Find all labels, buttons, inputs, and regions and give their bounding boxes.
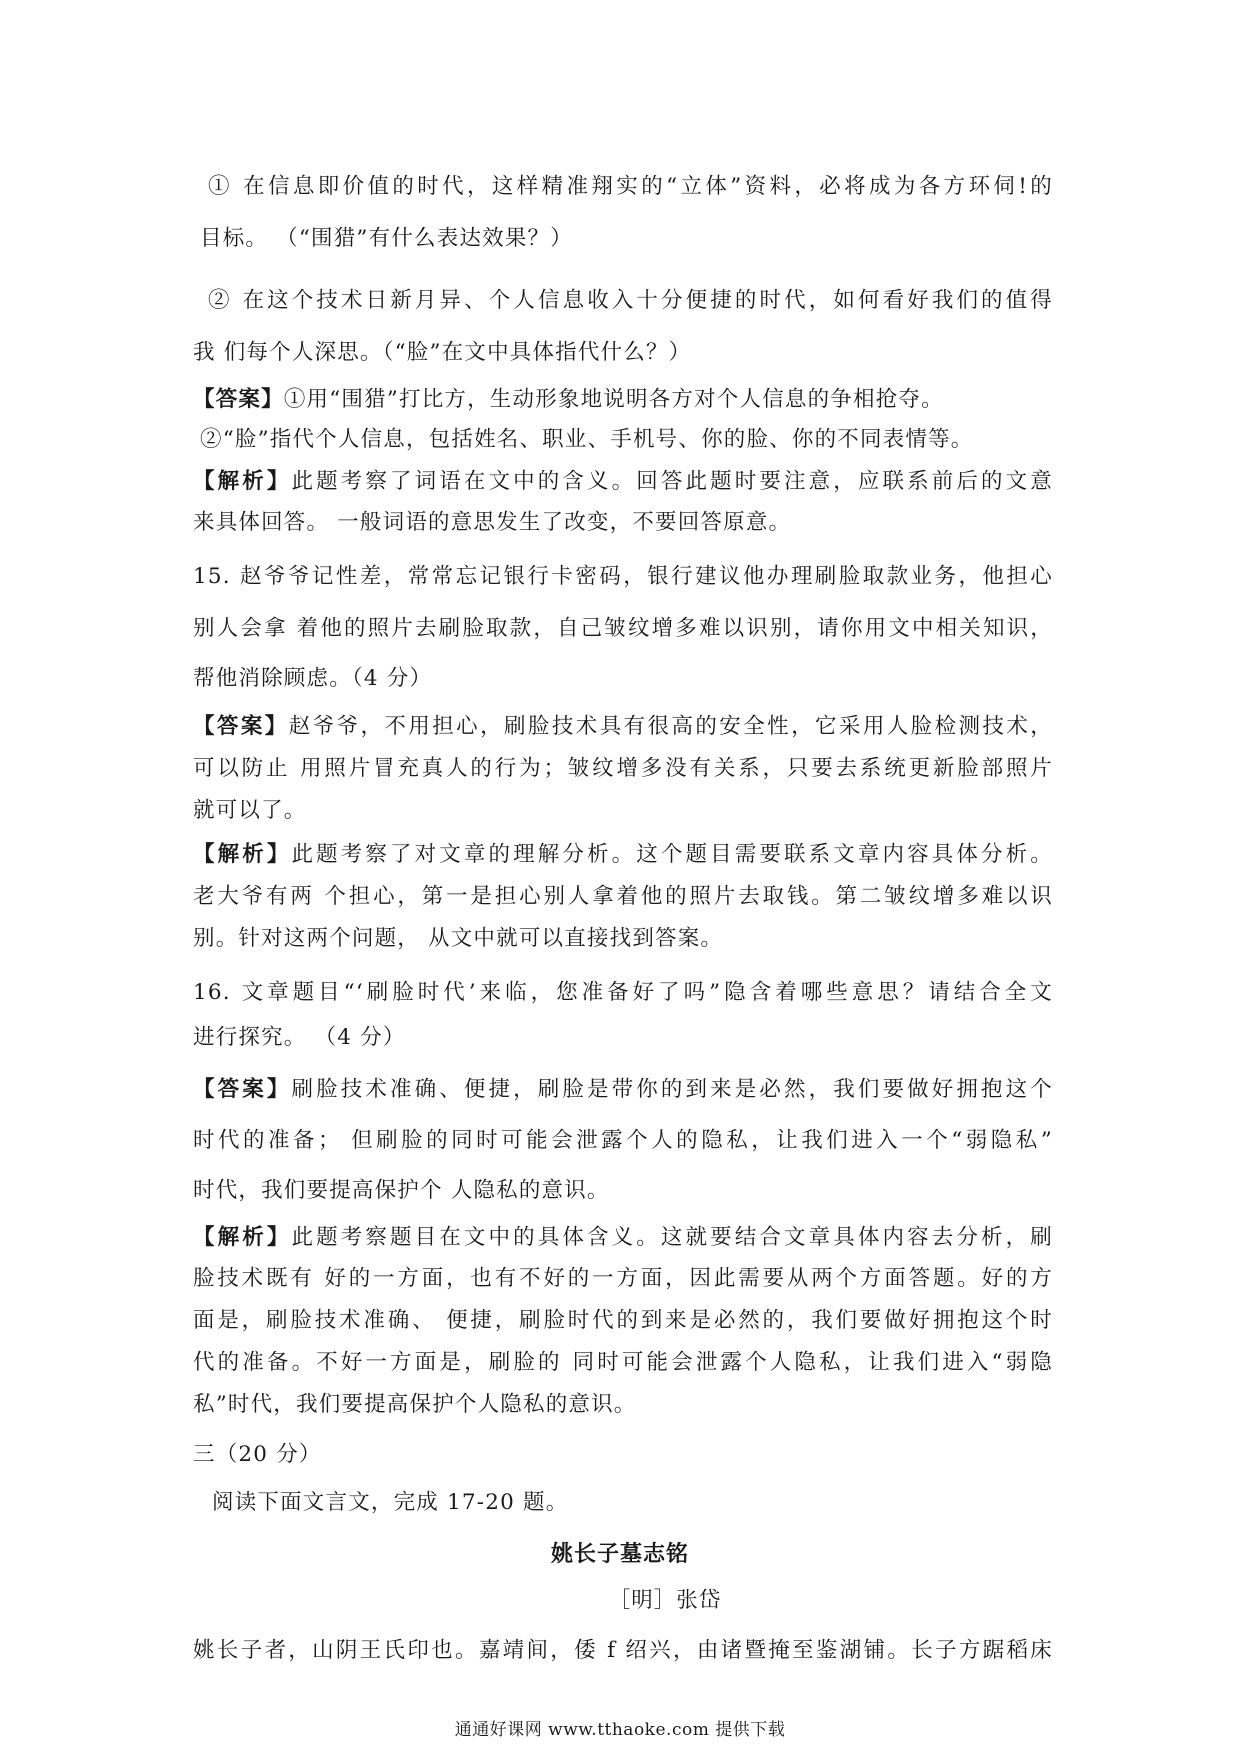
q15-analysis-line1	[193, 840, 1053, 870]
q14-analysis-text1: 此题考察了词语在文中的含义。回答此题时要注意，应联系前后的文意	[291, 469, 1053, 494]
q16-answer-line1	[193, 1075, 1053, 1105]
poem-title: 姚长子墓志铭	[550, 1541, 689, 1567]
poem-author: ［明］张岱	[608, 1588, 722, 1613]
q15-analysis-line3: 别。针对这两个问题， 从文中就可以直接找到答案。	[193, 926, 724, 951]
section3-heading: 三（20 分）	[193, 1442, 322, 1467]
answer-tag: 【答案】	[193, 1077, 292, 1102]
answer-tag: 【答案】	[193, 714, 289, 739]
q16-answer-line3: 时代，我们要提高保护个 人隐私的意识。	[193, 1178, 610, 1203]
q15-analysis-line2: 老大爷有两 个担心，第一是担心别人拿着他的照片去取钱。第二皱纹增多难以识	[193, 884, 1053, 909]
q16-analysis-text1: 此题考察题目在文中的具体含义。这就要结合文章具体内容去分析，刷	[291, 1225, 1053, 1250]
q16-analysis-line4: 代的准备。不好一方面是，刷脸的 同时可能会泄露个人隐私，让我们进入“弱隐	[193, 1350, 1053, 1375]
q16-line1: 16. 文章题目“‘刷脸时代’来临，您准备好了吗”隐含着哪些意思？请结合全文	[193, 980, 1053, 1005]
q14-item1-line1: ① 在信息即价值的时代，这样精准翔实的“立体”资料，必将成为各方环伺!的	[208, 174, 1053, 199]
page-footer: 通通好课网 www.tthaoke.com 提供下载	[454, 1720, 786, 1740]
analysis-tag: 【解析】	[193, 469, 292, 494]
q14-answer-line2: ②“脸”指代个人信息，包括姓名、职业、手机号、你的脸、你的不同表情等。	[200, 427, 974, 452]
q15-line2: 别人会拿 着他的照片去刷脸取款，自己皱纹增多难以识别，请你用文中相关知识，	[193, 616, 1053, 641]
analysis-tag: 【解析】	[193, 1225, 292, 1250]
q15-line1: 15. 赵爷爷记性差，常常忘记银行卡密码，银行建议他办理刷脸取款业务，他担心	[193, 564, 1053, 589]
q15-line3: 帮他消除顾虑。（4 分）	[193, 666, 433, 691]
analysis-tag: 【解析】	[193, 842, 292, 867]
q14-answer-text1: ①用“围猎”打比方，生动形象地说明各方对个人信息的争相抢夺。	[283, 387, 944, 412]
q16-analysis-line1	[193, 1223, 1053, 1253]
q14-answer-line1	[193, 385, 1053, 415]
q14-analysis-line1	[193, 467, 1053, 497]
section3-instruction: 阅读下面文言文，完成 17-20 题。	[212, 1490, 569, 1515]
q15-analysis-text1: 此题考察了对文章的理解分析。这个题目需要联系文章内容具体分析。	[291, 842, 1053, 867]
q15-answer-line3: 就可以了。	[193, 798, 307, 823]
q14-item2-line1: ② 在这个技术日新月异、个人信息收入十分便捷的时代，如何看好我们的值得	[208, 288, 1053, 313]
section3-text-line1: 姚长子者，山阴王氏印也。嘉靖间，倭 f 绍兴，由诸暨掩至鉴湖铺。长子方踞稻床	[193, 1638, 1053, 1663]
q15-answer-text1: 赵爷爷，不用担心，刷脸技术具有很高的安全性，它采用人脸检测技术，	[288, 714, 1053, 739]
q16-answer-line2: 时代的准备； 但刷脸的同时可能会泄露个人的隐私，让我们进入一个“弱隐私”	[193, 1128, 1053, 1153]
q16-analysis-line2: 脸技术既有 好的一方面，也有不好的一方面，因此需要从两个方面答题。好的方	[193, 1266, 1053, 1291]
q15-answer-line1	[193, 712, 1053, 742]
q14-item1-line2: 目标。 （“围猎”有什么表达效果？）	[200, 226, 573, 251]
q15-answer-line2: 可以防止 用照片冒充真人的行为；皱纹增多没有关系，只要去系统更新脸部照片	[193, 756, 1053, 781]
q14-item2-line2: 我 们每个人深思。（“脸”在文中具体指代什么？）	[193, 340, 692, 365]
q14-analysis-line2: 来具体回答。 一般词语的意思发生了改变，不要回答原意。	[193, 510, 792, 535]
answer-tag: 【答案】	[193, 387, 284, 412]
q16-answer-text1: 刷脸技术准确、便捷，刷脸是带你的到来是必然，我们要做好拥抱这个	[291, 1077, 1053, 1102]
q16-line2: 进行探究。 （4 分）	[193, 1025, 406, 1050]
q16-analysis-line3: 面是，刷脸技术准确、 便捷，刷脸时代的到来是必然的，我们要做好拥抱这个时	[193, 1308, 1053, 1333]
q16-analysis-line5: 私”时代，我们要提高保护个人隐私的意识。	[193, 1392, 637, 1417]
